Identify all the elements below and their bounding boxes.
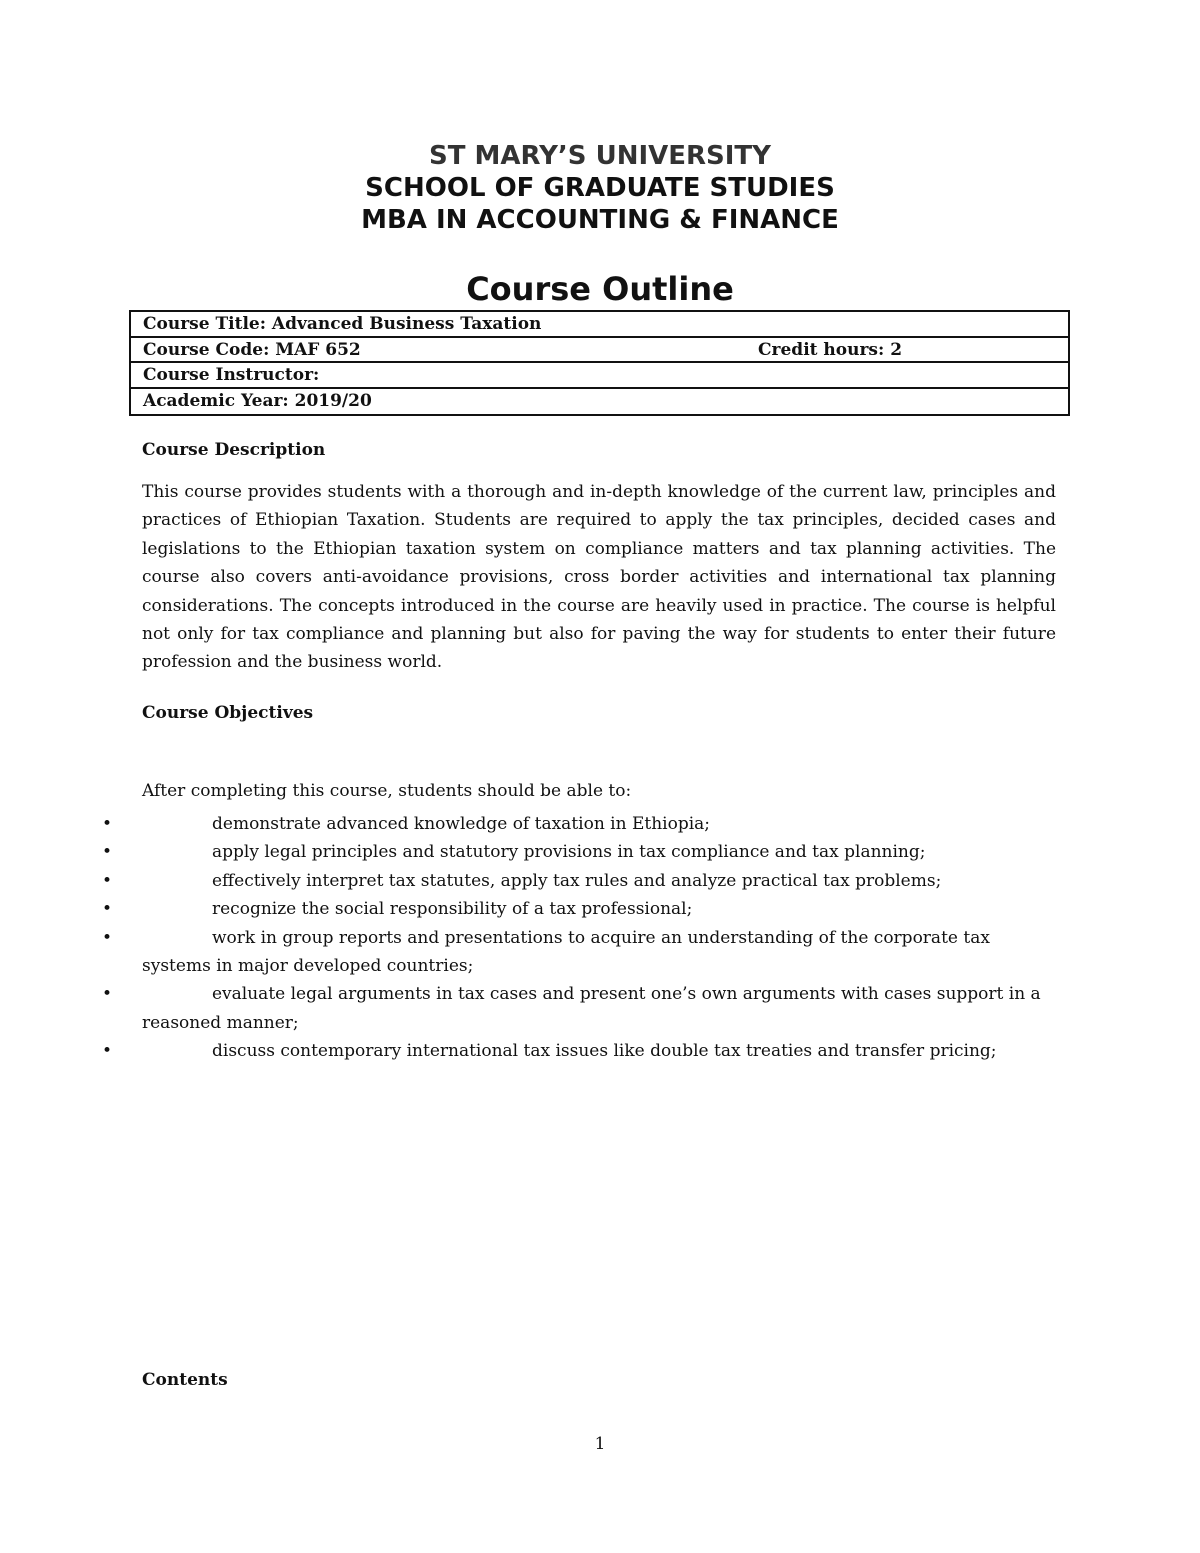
document-title: Course Outline [466, 270, 734, 308]
objective-text: evaluate legal arguments in tax cases and present one’s own arguments with cases support in a reasoned manner; [142, 984, 1041, 1033]
credit-hours: Credit hours: 2 [758, 339, 903, 360]
course-title-row [131, 312, 1068, 338]
objective-text: recognize the social responsibility of a tax professional; [212, 899, 693, 920]
course-code: Course Code: MAF 652 [143, 339, 361, 360]
page-number: 1 [594, 1434, 606, 1454]
objective-text: demonstrate advanced knowledge of taxation in Ethiopia; [212, 814, 711, 834]
objective-item [0, 924, 1062, 981]
objective-item [0, 895, 1062, 923]
contents-heading: Contents [142, 1370, 228, 1390]
course-instructor-row [131, 363, 1068, 389]
objective-item [0, 810, 1062, 838]
objective-item [0, 838, 1062, 866]
course-title: Course Title: Advanced Business Taxation [143, 314, 542, 334]
description-heading: Course Description [142, 440, 326, 460]
objective-item [0, 867, 1062, 895]
objective-text: discuss contemporary international tax issues like double tax treaties and transfer pricing; [212, 1041, 997, 1062]
objectives-heading: Course Objectives [142, 703, 314, 723]
description-body: This course provides students with a thorough and in-depth knowledge of the current law, principles and practices of Ethiopian Taxation. Students are required to apply the tax principles, decided cases and legislations to the Ethiopian taxation system on compliance matters and tax planning activities. The course also covers anti-avoidance provisions, cross border activities and international tax planning considerations. The concepts introduced in the course are heavily used in practice. The course is helpful not only for tax compliance and planning but also for paving the way for students to enter their future profession and the business world. [142, 482, 1056, 673]
bullet-icon: • [102, 984, 113, 1005]
bullet-icon: • [102, 899, 113, 920]
university-name: ST MARY’S UNIVERSITY [429, 141, 771, 171]
objective-item [0, 980, 1062, 1037]
objective-text: effectively interpret tax statutes, apply tax rules and analyze practical tax problems; [212, 870, 942, 891]
bullet-icon: • [102, 927, 113, 948]
bullet-icon: • [102, 842, 113, 863]
objective-text: apply legal principles and statutory provisions in tax compliance and tax planning; [212, 842, 926, 863]
course-info-table [129, 310, 1070, 416]
course-instructor: Course Instructor: [143, 365, 320, 385]
academic-year: Academic Year: 2019/20 [143, 390, 372, 411]
academic-year-row [131, 389, 1068, 415]
bullet-icon: • [102, 814, 113, 834]
objective-text: work in group reports and presentations to acquire an understanding of the corporate tax systems in major developed countries; [142, 927, 990, 977]
school-name: SCHOOL OF GRADUATE STUDIES [365, 173, 835, 203]
program-name: MBA IN ACCOUNTING & FINANCE [361, 205, 839, 235]
bullet-icon: • [102, 1041, 113, 1062]
objective-item [0, 1037, 1062, 1065]
bullet-icon: • [102, 870, 113, 891]
objectives-intro: After completing this course, students should be able to: [142, 781, 632, 801]
course-code-row [131, 338, 1068, 364]
objectives-list [0, 810, 1200, 1066]
